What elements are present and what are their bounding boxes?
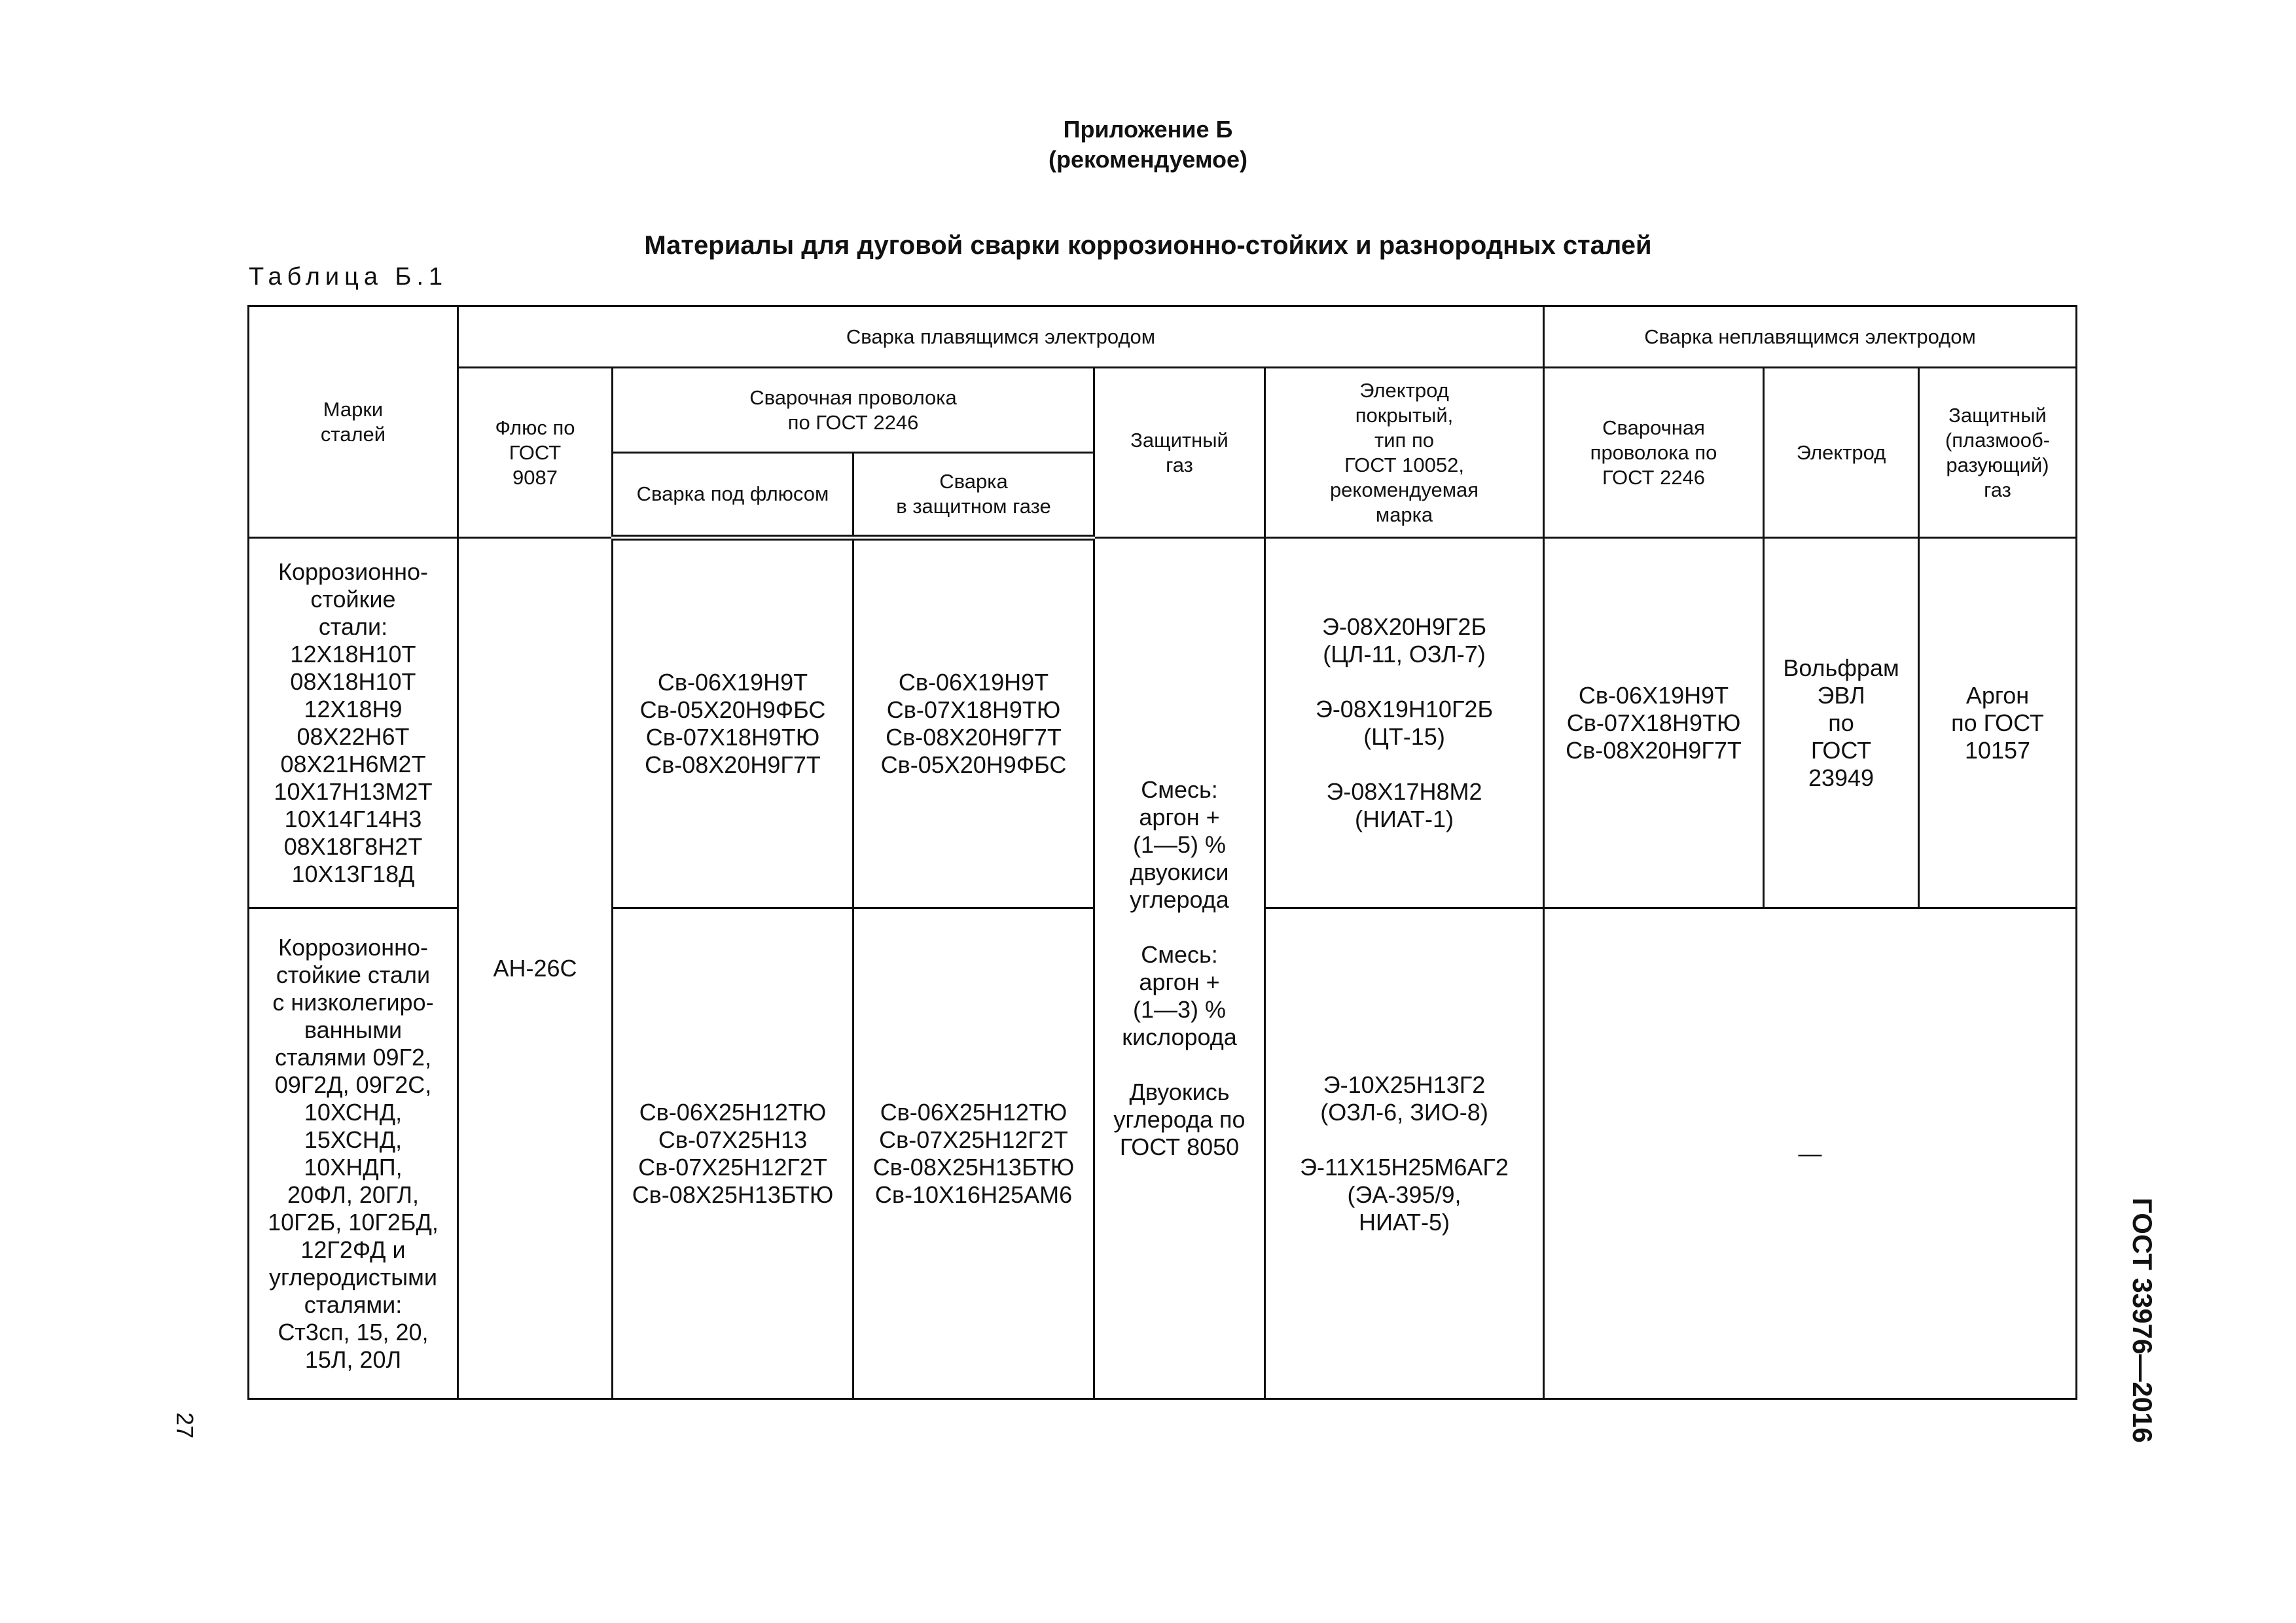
plasma-gas-cell: Аргон по ГОСТ 10157 — [1919, 538, 2077, 908]
header-submerged-arc: Сварка под флюсом — [613, 453, 853, 538]
wire-submerged-cell: Св-06Х19Н9Т Св-05Х20Н9ФБС Св-07Х18Н9ТЮ Св-08Х20Н9Г7Т — [613, 538, 853, 908]
shielding-gas-cell: Смесь: аргон + (1—5) % двуокиси углерода Смесь: аргон + (1—3) % кислорода Двуокись углерода по ГОСТ 8050 — [1094, 538, 1265, 1399]
header-nonconsumable-electrode: Сварка неплавящимся электродом — [1544, 306, 2077, 368]
header-tig-wire: Сварочная проволока по ГОСТ 2246 — [1544, 368, 1764, 538]
table-label: Таблица Б.1 — [249, 263, 448, 291]
table-row — [249, 538, 2077, 908]
wire-gas-cell: Св-06Х25Н12ТЮ Св-07Х25Н12Г2Т Св-08Х25Н13БТЮ Св-10Х16Н25АМ6 — [853, 908, 1094, 1399]
tig-wire-cell: Св-06Х19Н9Т Св-07Х18Н9ТЮ Св-08Х20Н9Г7Т — [1544, 538, 1764, 908]
materials-table — [247, 305, 2077, 1400]
header-row-1 — [249, 306, 2077, 368]
coated-electrode-cell: Э-08Х20Н9Г2Б (ЦЛ-11, ОЗЛ-7) Э-08Х19Н10Г2Б (ЦТ-15) Э-08Х17Н8М2 (НИАТ-1) — [1265, 538, 1544, 908]
page-number: 27 — [171, 1412, 198, 1439]
appendix-title: Приложение Б — [1063, 116, 1233, 143]
electrode-cell: Вольфрам ЭВЛ по ГОСТ 23949 — [1764, 538, 1919, 908]
wire-submerged-cell: Св-06Х25Н12ТЮ Св-07Х25Н13 Св-07Х25Н12Г2Т Св-08Х25Н13БТЮ — [613, 908, 853, 1399]
table-title: Материалы для дуговой сварки коррозионно-стойких и разнородных сталей — [644, 231, 1652, 260]
nonconsumable-dash-cell: — — [1544, 908, 2077, 1399]
appendix-heading — [0, 115, 2296, 175]
coated-electrode-cell: Э-10Х25Н13Г2 (ОЗЛ-6, ЗИО-8) Э-11Х15Н25М6АГ2 (ЭА-395/9, НИАТ-5) — [1265, 908, 1544, 1399]
steel-grades-cell: Коррозионно- стойкие стали с низколегиро- ванными сталями 09Г2, 09Г2Д, 09Г2С, 10ХСНД, 15ХСНД, 10ХНДП, 20ФЛ, 20ГЛ, 10Г2Б, 10Г2БД, 12Г2ФД и углеродистыми сталями: Ст3сп, 15, 20, 15Л, 20Л — [249, 908, 458, 1399]
header-consumable-electrode: Сварка плавящимся электродом — [458, 306, 1544, 368]
wire-gas-cell: Св-06Х19Н9Т Св-07Х18Н9ТЮ Св-08Х20Н9Г7Т Св-05Х20Н9ФБС — [853, 538, 1094, 908]
appendix-status: (рекомендуемое) — [1049, 146, 1247, 173]
flux-cell: АН-26С — [458, 538, 613, 1399]
header-gas-shielded: Сварка в защитном газе — [853, 453, 1094, 538]
header-welding-wire: Сварочная проволока по ГОСТ 2246 — [613, 368, 1094, 453]
header-plasma-gas: Защитный (плазмооб- разующий) газ — [1919, 368, 2077, 538]
header-steel-grades: Марки сталей — [249, 306, 458, 538]
header-electrode: Электрод — [1764, 368, 1919, 538]
header-row-2 — [249, 368, 2077, 453]
header-flux: Флюс по ГОСТ 9087 — [458, 368, 613, 538]
header-coated-electrode: Электрод покрытый, тип по ГОСТ 10052, рекомендуемая марка — [1265, 368, 1544, 538]
steel-grades-cell: Коррозионно- стойкие стали: 12Х18Н10Т 08Х18Н10Т 12Х18Н9 08Х22Н6Т 08Х21Н6М2Т 10Х17Н13М2Т 10Х14Г14Н3 08Х18Г8Н2Т 10Х13Г18Д — [249, 538, 458, 908]
header-shielding-gas: Защитный газ — [1094, 368, 1265, 538]
document-code: ГОСТ 33976—2016 — [2127, 1198, 2158, 1443]
